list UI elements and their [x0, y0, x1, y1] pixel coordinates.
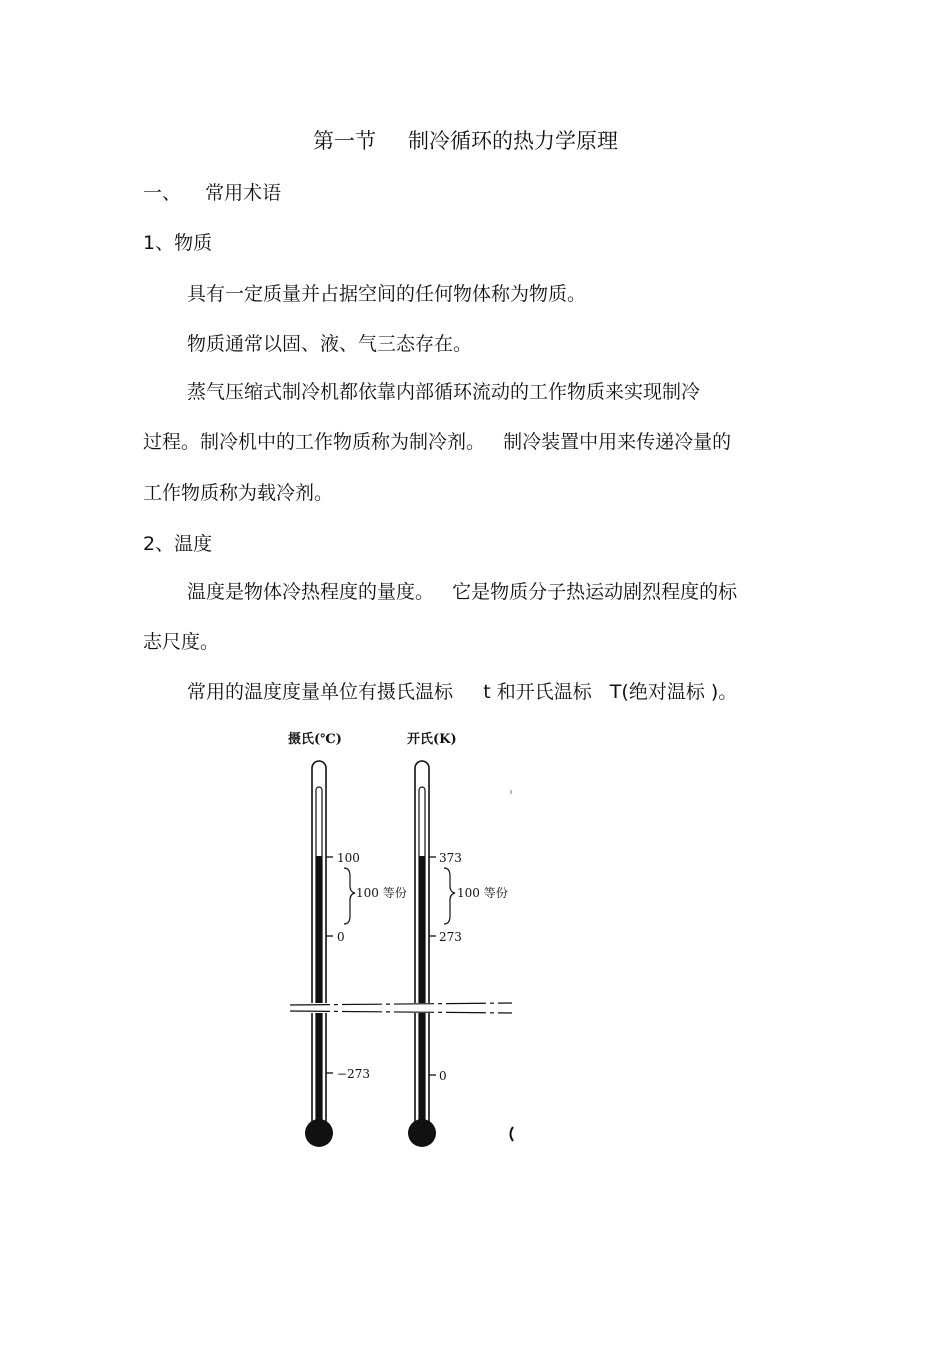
paragraph-substance-definition: 具有一定质量并占据空间的任何物体称为物质。: [187, 283, 587, 305]
paragraph-refrigerant-line1: 蒸气压缩式制冷机都依靠内部循环流动的工作物质来实现制冷: [187, 381, 701, 403]
kelvin-mercury-column: [419, 856, 426, 1131]
section-number: 第一节: [313, 129, 376, 153]
celsius-title: 摄氏(℃): [288, 732, 342, 747]
kelvin-bulb: [408, 1119, 436, 1147]
celsius-brace: [344, 868, 355, 924]
kelvin-tube-outer: [415, 761, 429, 1125]
kelvin-label-373: 373: [439, 851, 462, 865]
kelvin-label-0: 0: [439, 1069, 447, 1083]
celsius-brace-label: 100 等份: [356, 886, 407, 900]
kelvin-thermometer: [407, 731, 508, 1147]
paragraph-refrigerant-line3: 工作物质称为载冷剂。: [143, 482, 334, 504]
celsius-tube-inner: [316, 787, 322, 1125]
kelvin-brace-label: 100 等份: [457, 886, 508, 900]
kelvin-title: 开氏(K): [407, 732, 457, 747]
break-line-upper: [290, 1003, 512, 1005]
celsius-thermometer: [288, 731, 407, 1147]
cropped-glyph-mark: [511, 1127, 514, 1141]
heading-common-terms: 一、 常用术语: [143, 182, 282, 204]
paragraph-substance-states: 物质通常以固、液、气三态存在。: [187, 333, 473, 355]
page-title: 制冷循环的热力学原理: [408, 129, 618, 153]
subheading-substance: 1、物质: [143, 232, 213, 254]
kelvin-tube-inner: [419, 787, 425, 1125]
celsius-mercury-column: [316, 856, 323, 1131]
celsius-label-0: 0: [337, 930, 345, 944]
kelvin-brace: [444, 868, 455, 924]
celsius-label-minus273: −273: [337, 1067, 370, 1081]
paragraph-temperature-line1: 温度是物体冷热程度的量度。 它是物质分子热运动剧烈程度的标: [187, 581, 738, 603]
paragraph-temperature-line2: 志尺度。: [143, 631, 220, 653]
kelvin-label-273: 273: [439, 930, 462, 944]
subheading-temperature: 2、温度: [143, 533, 213, 555]
celsius-bulb: [305, 1119, 333, 1147]
celsius-tube-outer: [312, 761, 326, 1125]
scale-break-lines: [290, 1003, 512, 1013]
paragraph-refrigerant-line2: 过程。制冷机中的工作物质称为制冷剂。 制冷装置中用来传递冷量的: [143, 431, 732, 453]
paragraph-temperature-scales: 常用的温度度量单位有摄氏温标 t 和开氏温标 T(绝对温标 )。: [187, 681, 738, 703]
celsius-label-100: 100: [337, 851, 360, 865]
break-line-lower: [290, 1011, 512, 1013]
